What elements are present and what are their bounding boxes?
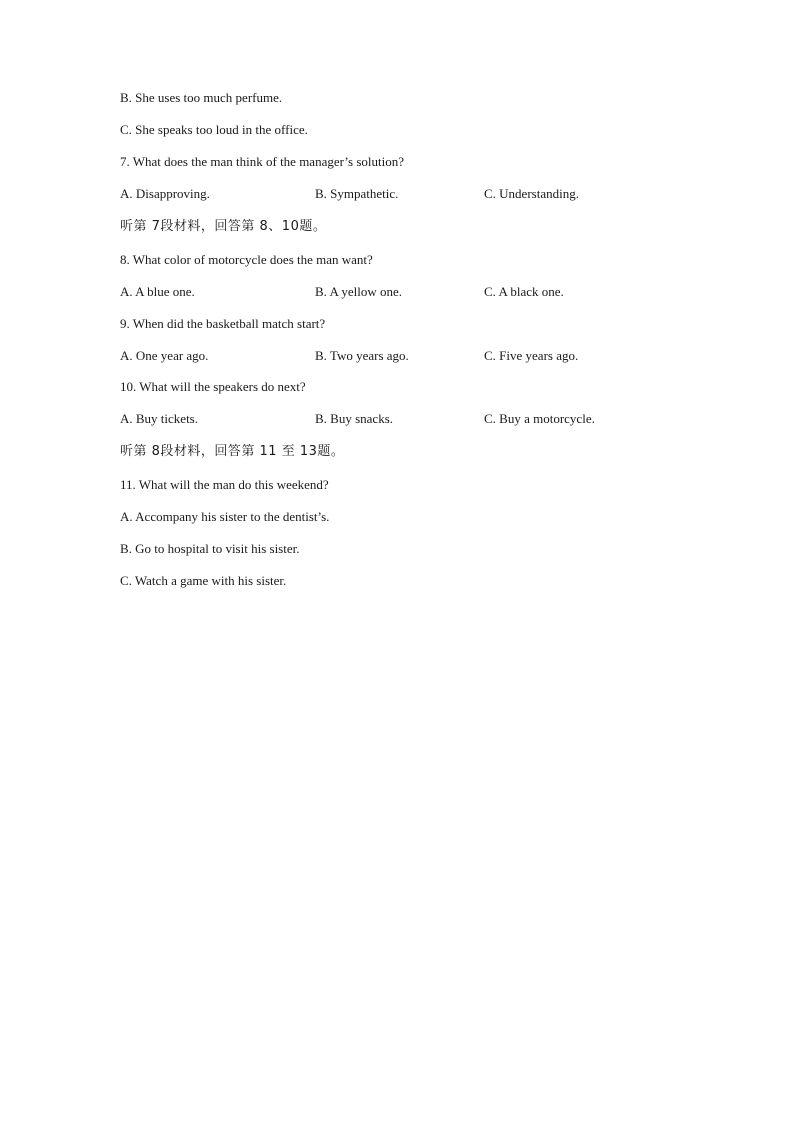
q10-question: 10. What will the speakers do next?	[120, 379, 306, 394]
q11-option-b: B. Go to hospital to visit his sister.	[120, 541, 300, 556]
q10-option-a: A. Buy tickets.	[120, 411, 198, 426]
q11-question: 11. What will the man do this weekend?	[120, 477, 329, 492]
q7-option-b: B. Sympathetic.	[315, 186, 399, 201]
q7-question: 7. What does the man think of the manager’s solution?	[120, 154, 405, 169]
q6-option-b: B. She uses too much perfume.	[120, 90, 283, 105]
q9-option-b: B. Two years ago.	[315, 348, 409, 363]
q8-question: 8. What color of motorcycle does the man want?	[120, 252, 373, 267]
q8-option-b: B. A yellow one.	[315, 284, 403, 299]
q8-option-c: C. A black one.	[484, 284, 564, 299]
q6-option-c: C. She speaks too loud in the office.	[120, 122, 308, 137]
q9-option-c: C. Five years ago.	[484, 348, 579, 363]
section8-instruction: 听第 8段材料，回答第 11 至 13题。	[120, 444, 345, 459]
q9-option-a: A. One year ago.	[120, 348, 209, 363]
q7-option-c: C. Understanding.	[484, 186, 579, 201]
q7-option-a: A. Disapproving.	[120, 186, 210, 201]
section7-instruction: 听第 7段材料，回答第 8、10题。	[120, 219, 327, 234]
q11-option-a: A. Accompany his sister to the dentist’s.	[120, 509, 330, 524]
q10-option-b: B. Buy snacks.	[315, 411, 393, 426]
q9-question: 9. When did the basketball match start?	[120, 316, 326, 331]
q11-option-c: C. Watch a game with his sister.	[120, 573, 287, 588]
q10-option-c: C. Buy a motorcycle.	[484, 411, 595, 426]
q8-option-a: A. A blue one.	[120, 284, 195, 299]
